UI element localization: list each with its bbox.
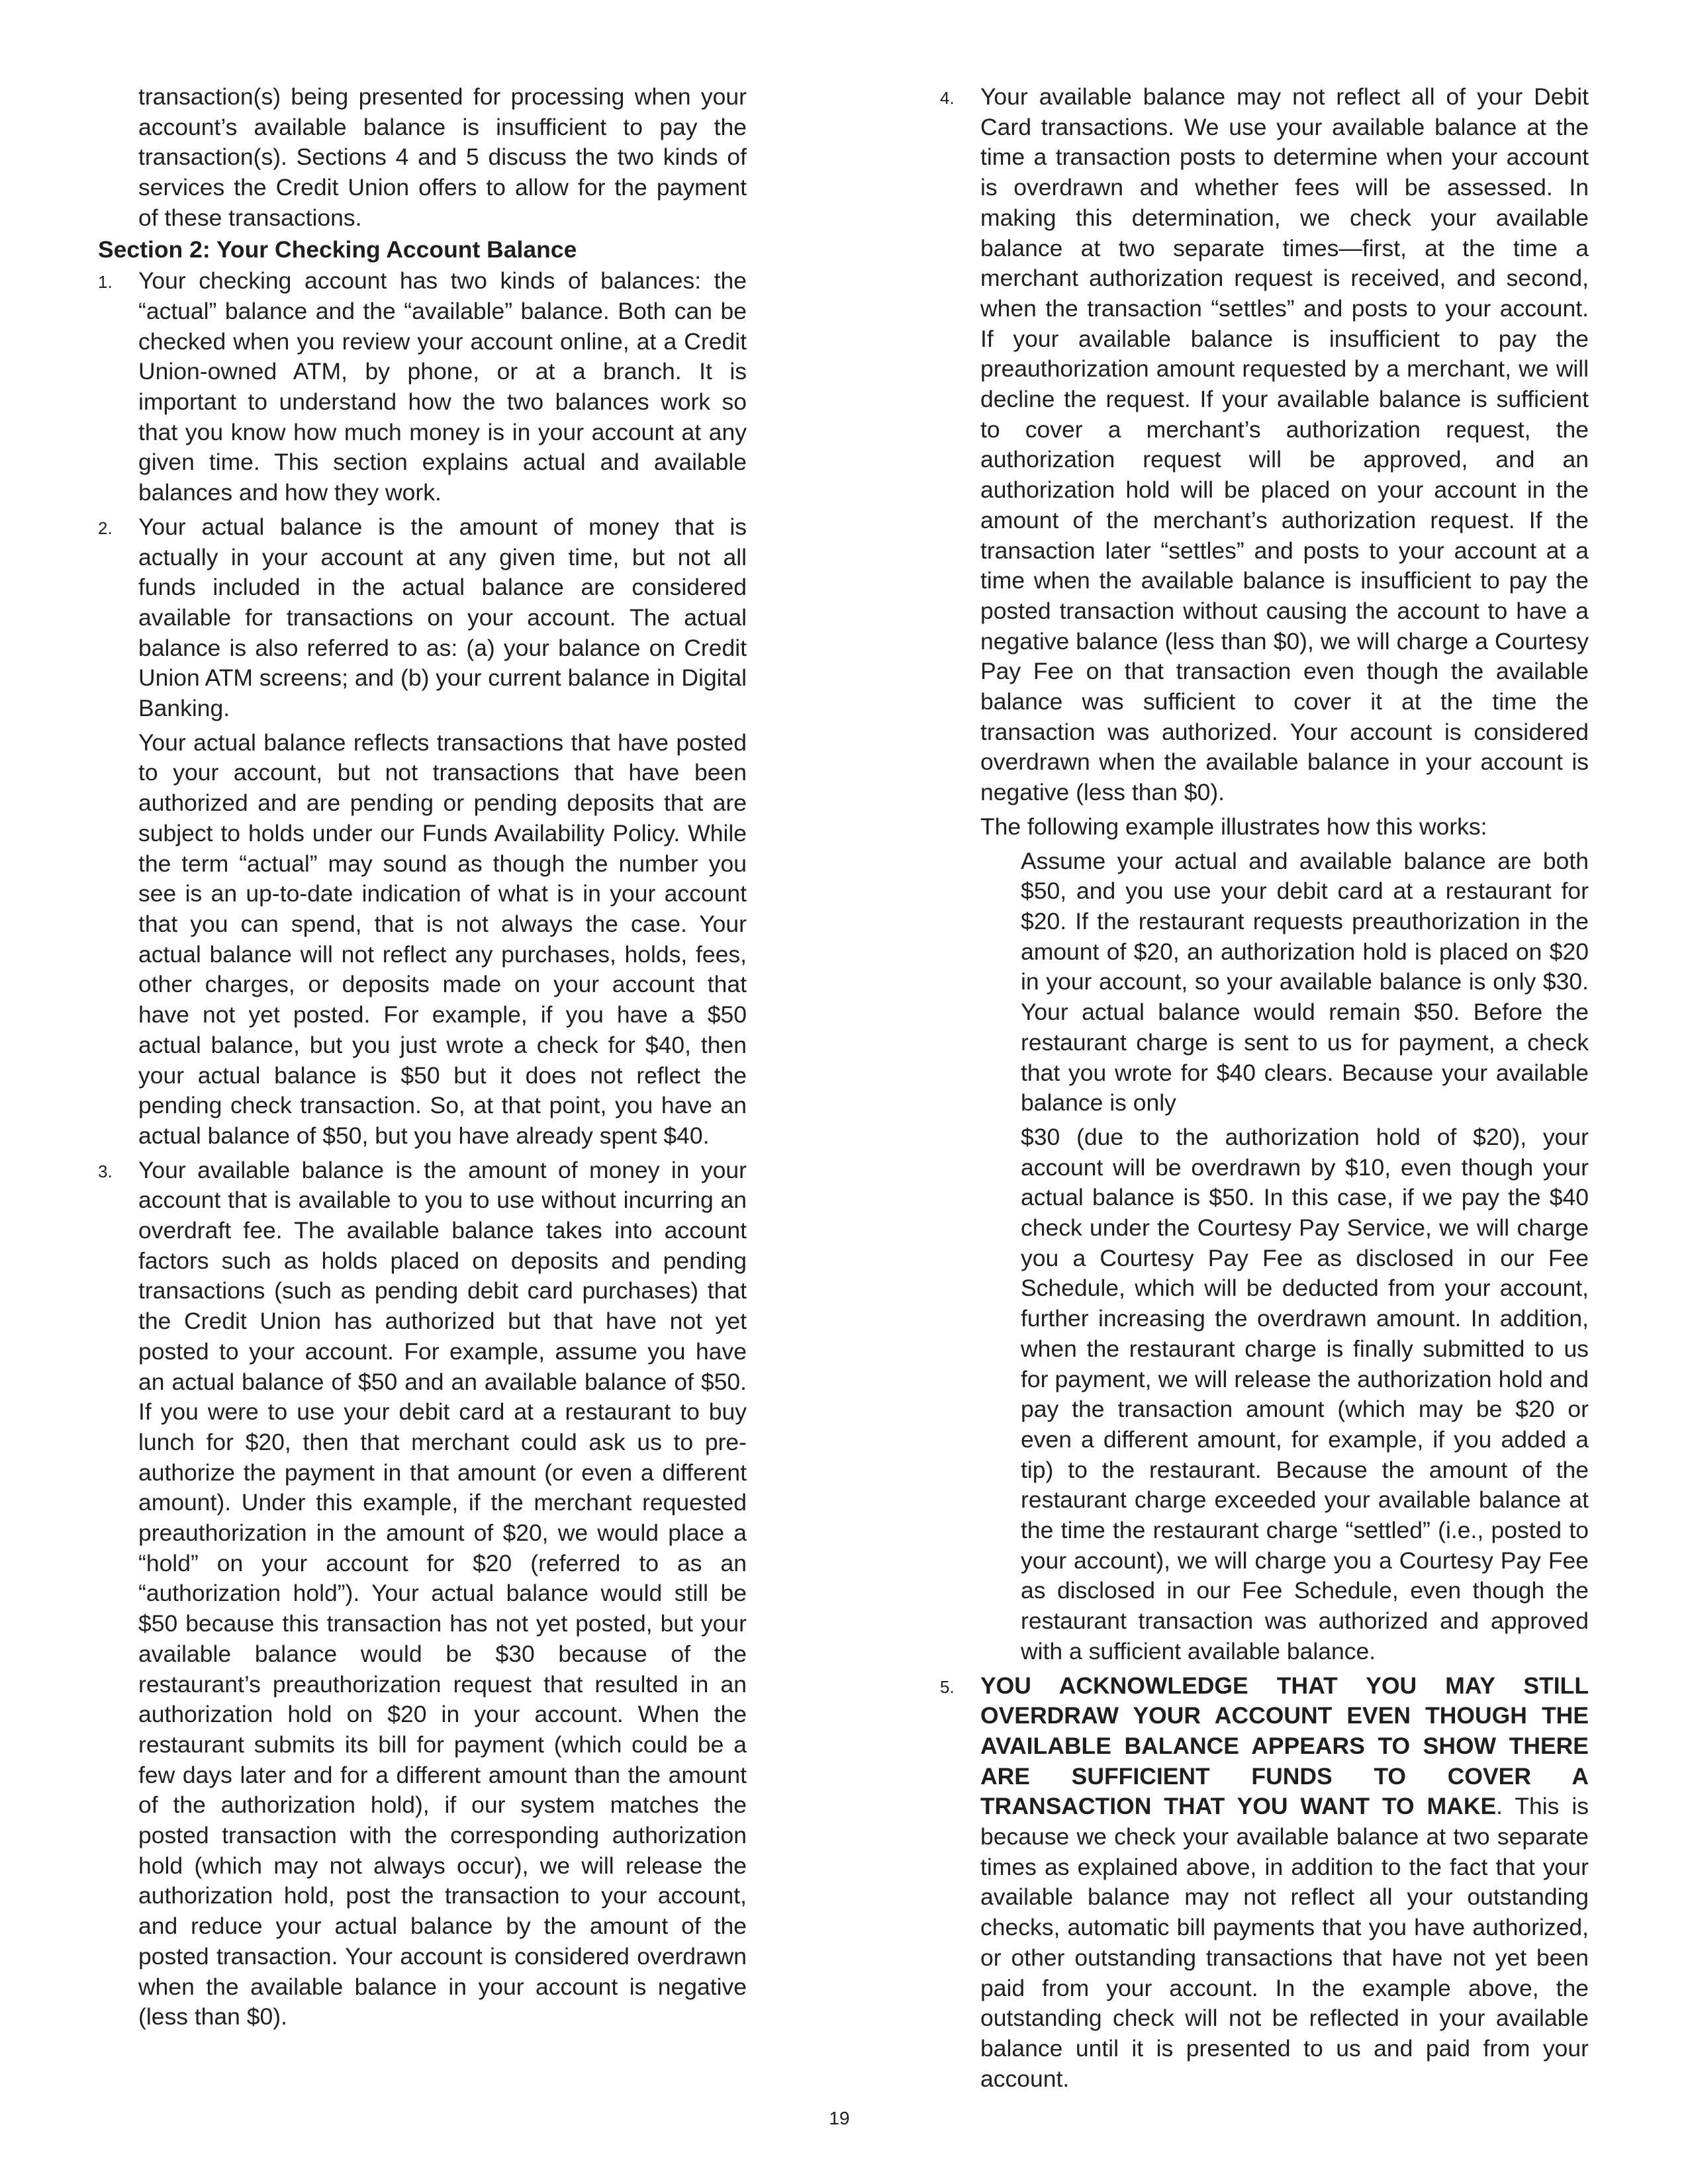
list-item-4 [940,82,1589,1667]
acknowledgement-text: . This is because we check your available balance at two separate times as explained above, in addition to the fact that your available balance may not reflect all your outstanding checks, automatic bill payments that you have authorized, or other outstanding transactions that have not yet been paid from your account. In the example above, the outstanding check will not be reflected in your available balance until it is presented to us and paid from your account. [980,1793,1589,2092]
list-item-2 [98,512,747,1152]
list-item-1 [98,266,747,508]
list-item-3 [98,1156,747,2032]
example-text-continued: $30 (due to the authorization hold of $20), your account will be overdrawn by $10, even though your actual balance is $50. In this case, if we pay the $40 check under the Courtesy Pay Service, we will charge you a Courtesy Pay Fee as disclosed in our Fee Schedule, which will be deducted from your account, further increasing the overdrawn amount. In addition, when the restaurant charge is finally submitted to us for payment, we will release the authorization hold and pay the transaction amount (which may be $20 or even a different amount, for example, if you added a tip) to the restaurant. Because the amount of the restaurant charge exceeded your available balance at the time the restaurant charge “settled” (i.e., posted to your account), we will charge you a Courtesy Pay Fee as disclosed in our Fee Schedule, even though the restaurant transaction was authorized and approved with a sufficient available balance. [1021,1123,1589,1664]
right-column [940,82,1589,2098]
list-item-5 [940,1671,1589,2095]
item-text: Your available balance may not reflect all of your Debit Card transactions. We use your available balance at the time a transaction posts to determine when your account is overdrawn and whether fees will be assessed. In making this determination, we check your available balance at two separate times—first, at the time a merchant authorization request is received, and second, when the transaction “settles” and posts to your account. If your available balance is insufficient to pay the preauthorization amount requested by a merchant, we will decline the request. If your available balance is sufficient to cover a merchant’s authorization request, the authorization request will be approved, and an authorization hold will be placed on your account in the amount of the merchant’s authorization request. If the transaction later “settles” and posts to your account at a time when the available balance is insufficient to pay the posted transaction without causing the account to have a negative balance (less than $0), we will charge a Courtesy Pay Fee on that transaction even though the available balance was sufficient to cover it at the time the transaction was authorized. Your account is considered overdrawn when the available balance in your account is negative (less than $0). [980,83,1589,806]
section-heading: Section 2: Your Checking Account Balance [98,236,577,263]
item-number: 4. [940,88,955,108]
item-number: 1. [98,272,113,293]
item-text: Your actual balance is the amount of money that is actually in your account at any given time, but not all funds included in the actual balance are considered available for transactions on your account. The actual balance is also referred to as: (a) your balance on Credit Union ATM screens; and (b) your current balance in Digital Banking. [138,513,747,722]
example-block [980,846,1589,1667]
item-number: 2. [98,518,113,538]
item-text: Your available balance is the amount of money in your account that is available to you to use without incurring an overdraft fee. The available balance takes into account factors such as holds placed on deposits and pending transactions (such as pending debit card purchases) that the Credit Union has authorized but that have not yet posted to your account. For example, assume you have an actual balance of $50 and an available balance of $50. If you were to use your debit card at a restaurant to buy lunch for $20, then that merchant could ask us to pre-authorize the payment in that amount (or even a different amount). Under this example, if the merchant requested preauthorization in the amount of $20, we would place a “hold” on your account for $20 (referred to as an “authorization hold”). Your actual balance would still be $50 because this transaction has not yet posted, but your available balance would be $30 because of the restaurant’s preauthorization request that resulted in an authorization hold on $20 in your account. When the restaurant submits its bill for payment (which could be a few days later and for a different amount than the amount of the authorization hold), if our system matches the posted transaction with the corresponding authorization hold (which may not always occur), we will release the authorization hold, post the transaction to your account, and reduce your actual balance by the amount of the posted transaction. Your account is considered overdrawn when the available balance in your account is negative (less than $0). [138,1156,747,2030]
example-intro: The following example illustrates how this works: [980,813,1487,840]
example-text: Assume your actual and available balance are both $50, and you use your debit card at a restaurant for $20. If the restaurant requests preauthorization in the amount of $20, an authorization hold is placed on $20 in your account, so your available balance is only $30. Your actual balance would remain $50. Before the restaurant charge is sent to us for payment, a check that you wrote for $40 clears. Because your available balance is only [1021,847,1589,1116]
item-number: 5. [940,1676,955,1697]
page-number: 19 [829,2108,850,2128]
item-text-continued: Your actual balance reflects transactions that have posted to your account, but not transactions that have been authorized and are pending or pending deposits that are subject to holds under our Funds Availability Policy. While the term “actual” may sound as though the number you see is an up-to-date indication of what is in your account that you can spend, that is not always the case. Your actual balance will not reflect any purchases, holds, fees, other charges, or deposits made on your account that have not yet posted. For example, if you have a $50 actual balance, but you just wrote a check for $40, then your actual balance is $50 but it does not reflect the pending check transaction. So, at that point, you have an actual balance of $50, but you have already spent $40. [138,729,747,1149]
acknowledgement-bold-text: YOU ACKNOWLEDGE THAT YOU MAY STILL OVERDRAW YOUR ACCOUNT EVEN THOUGH THE AVAILABLE BALANCE APPEARS TO SHOW THERE ARE SUFFICIENT FUNDS TO COVER A TRANSACTION THAT YOU WANT TO MAKE [980,1672,1589,1820]
item-text [980,1671,1589,2095]
item-number: 3. [98,1161,113,1181]
item-text: Your checking account has two kinds of balances: the “actual” balance and the “available” balance. Both can be checked when you review your account online, at a Credit Union-owned ATM, by phone, or at a branch. It is important to understand how the two balances work so that you know how much money is in your account at any given time. This section explains actual and available balances and how they work. [138,267,747,506]
intro-paragraph: transaction(s) being presented for processing when your account’s available balance is insufficient to pay the transaction(s). Sections 4 and 5 discuss the two kinds of services the Credit Union offers to allow for the payment of these transactions. [138,83,747,231]
left-column [98,82,747,2036]
